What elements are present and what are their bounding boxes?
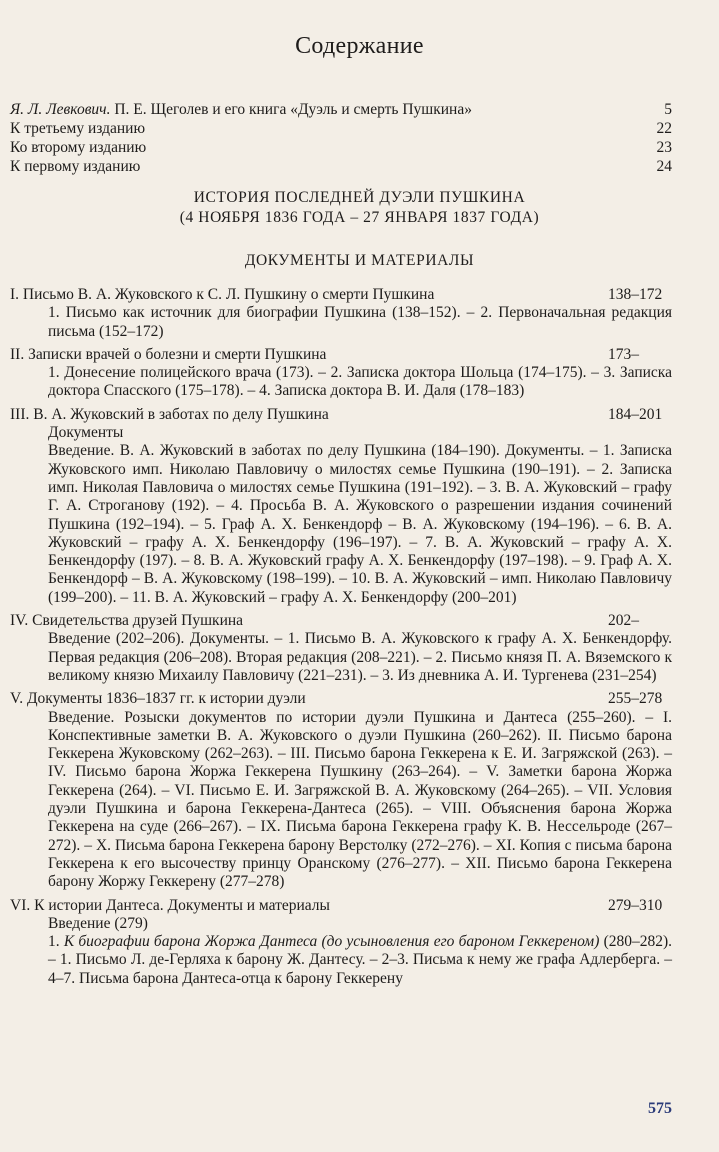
entry-body: Введение (202–206). Документы. – 1. Письмо В. А. Жуковского к графу А. Х. Бенкендорфу. Первая редакция (206–208). Вторая редакция (208–221). – 2. Письмо князя П. А. Вяземского к великому князю Михаилу Павловичу (221–231). – 3. Из дневника А. И. Тургенева (231–254) xyxy=(48,630,672,684)
toc-title: П. Е. Щеголев и его книга «Дуэль и смерть Пушкина» xyxy=(114,101,472,118)
toc-entry xyxy=(10,406,672,607)
toc-title: К первому изданию xyxy=(10,158,141,175)
toc-row xyxy=(10,157,672,176)
entry-body: 1. Письмо как источник для биографии Пушкина (138–152). – 2. Первоначальная редакция письма (152–172) xyxy=(48,304,672,340)
section-heading xyxy=(0,188,719,228)
entry-body-rest: (280–282). – 1. Письмо Л. де-Герляха к барону Ж. Дантесу. – 2–3. Письма к нему же графа Адлерберга. – 4–7. Письма барона Дантеса-отца к барону Геккерену xyxy=(48,933,673,987)
toc-page: 23 xyxy=(656,139,672,156)
toc-page: 5 xyxy=(664,101,672,118)
entry-title: III. В. А. Жуковский в заботах по делу Пушкина xyxy=(10,405,329,423)
toc-title: Ко второму изданию xyxy=(10,139,147,156)
toc-entry xyxy=(10,897,672,988)
author-name: Я. Л. Левкович. xyxy=(10,101,111,118)
entry-body-prefix: 1. xyxy=(48,933,64,951)
toc-entry xyxy=(10,286,672,341)
entry-body xyxy=(48,933,672,988)
toc-page: 22 xyxy=(656,120,672,137)
entry-body: Введение. Розыски документов по истории дуэли Пушкина и Дантеса (255–260). – I. Конспективные заметки В. А. Жуковского о дуэли Пушкина (260–262). II. Письмо барона Геккерена Жуковскому (262–263). – III. Письмо барона Геккерена к Е. И. Загряжской (263). – IV. Письмо барона Жоржа Геккерена Пушкину (263–264). – V. Заметки барона Жоржа Геккерена (264). – VI. Письмо Е. И. Загряжской В. А. Жуковскому (264–265). – VII. Условия дуэли Пушкина и барона Геккерена-Дантеса (265). – VIII. Объяснения барона Жоржа Геккерена на суде (266–267). – IX. Письма барона Геккерена графу К. В. Нессельроде (267–272). – X. Письма барона Геккерена барону Верстолку (272–276). – XI. Копия с письма барона Геккерена к его высочеству принцу Оранскому (276–277). – XII. Письмо барона Геккерена барону Жоржу Геккерену (277–278) xyxy=(48,708,672,891)
toc-row xyxy=(10,100,672,119)
entry-pages: 184–201 xyxy=(608,405,663,423)
section-heading-dates: (4 НОЯБРЯ 1836 ГОДА – 27 ЯНВАРЯ 1837 ГОДА) xyxy=(179,209,540,226)
entry-body-italic: К биографии барона Жоржа Дантеса (до усыновления его бароном Геккереном) xyxy=(63,933,600,951)
entry-subtitle: Документы xyxy=(48,424,124,442)
entry-title: V. Документы 1836–1837 гг. к истории дуэли xyxy=(10,690,306,708)
toc-entry xyxy=(10,612,672,685)
toc-entry xyxy=(10,346,672,401)
toc-page: 24 xyxy=(656,158,672,175)
entry-title: IV. Свидетельства друзей Пушкина xyxy=(10,612,244,630)
entry-body: Введение. В. А. Жуковский в заботах по делу Пушкина (184–190). Документы. – 1. Записка Жуковского имп. Николаю Павловичу о милостях семье Пушкина (190–191). – 2. Записка имп. Николая Павловича о милостях семье Пушкина (191–192). – 3. В. А. Жуковский – графу Г. А. Строганову (192). – 4. Просьба В. А. Жуковского о разрешении издания сочинений Пушкина (192–194). – 5. Граф А. Х. Бенкендорф – В. А. Жуковскому (194–196). – 6. В. А. Жуковский – графу А. Х. Бенкендорфу (196–197). – 7. В. А. Жуковский – графу А. Х. Бенкендорфу (197). – 8. В. А. Жуковский графу А. Х. Бенкендорфу (197–198). – 9. Граф А. Х. Бенкендорф – В. А. Жуковскому (198–199). – 10. В. А. Жуковский – имп. Николаю Павловичу (199–200). – 11. В. А. Жуковский – графу А. Х. Бенкендорфу (200–201) xyxy=(48,442,672,606)
page-number: 575 xyxy=(648,1100,672,1117)
section-subheading: ДОКУМЕНТЫ И МАТЕРИАЛЫ xyxy=(244,252,475,269)
page-title: Содержание xyxy=(295,33,424,59)
front-matter-list xyxy=(10,100,672,176)
entry-title: I. Письмо В. А. Жуковского к С. Л. Пушкину о смерти Пушкина xyxy=(10,286,435,303)
entry-subtitle: Введение (279) xyxy=(48,914,148,932)
entry-pages: 138–172 xyxy=(608,286,663,303)
toc-entry xyxy=(10,690,672,891)
section-heading-line: ИСТОРИЯ ПОСЛЕДНЕЙ ДУЭЛИ ПУШКИНА xyxy=(193,189,526,206)
entry-title: II. Записки врачей о болезни и смерти Пушкина xyxy=(10,345,327,363)
entry-body: 1. Донесение полицейского врача (173). – 2. Записка доктора Шольца (174–175). – 3. Записка доктора Спасского (175–178). – 4. Записка доктора В. И. Даля (178–183) xyxy=(48,364,672,400)
entry-pages: 202– xyxy=(608,612,639,630)
toc-entries xyxy=(10,286,672,993)
toc-row xyxy=(10,119,672,138)
toc-row xyxy=(10,138,672,157)
toc-title: К третьему изданию xyxy=(10,120,146,137)
entry-title: VI. К истории Дантеса. Документы и материалы xyxy=(10,896,330,914)
entry-pages: 255–278 xyxy=(608,690,663,708)
entry-pages: 279–310 xyxy=(608,896,663,914)
entry-pages: 173– xyxy=(608,345,639,363)
